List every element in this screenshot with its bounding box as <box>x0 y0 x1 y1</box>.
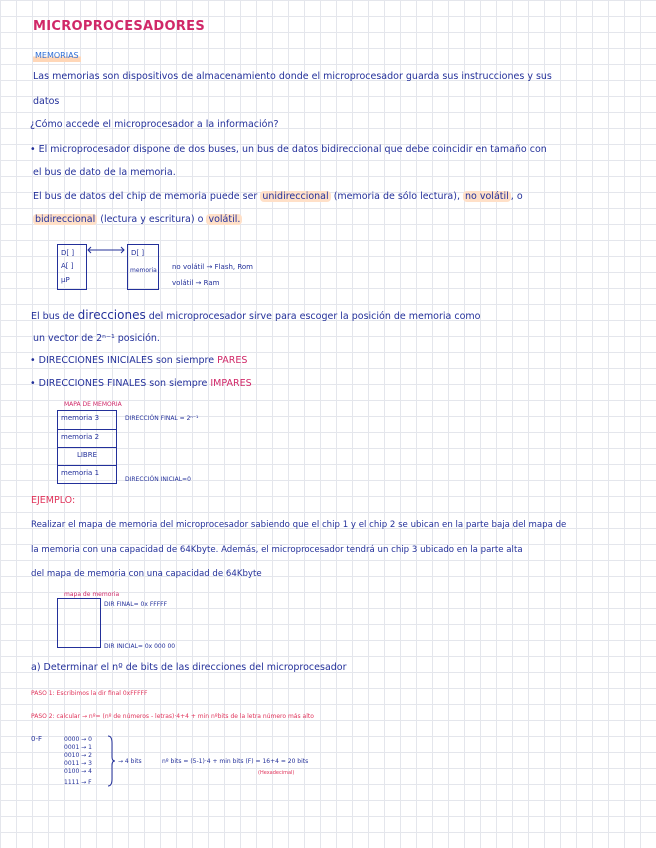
binary-row: 0001 → 1 <box>64 744 92 751</box>
part-a-step-2-note: número más alto <box>262 713 314 720</box>
example-map-title: mapa de memoria <box>64 591 120 598</box>
bits-formula-note: (Hexadecimal) <box>258 770 295 776</box>
bullet-initial-text: • DIRECCIONES INICIALES son siempre <box>30 355 215 366</box>
part-a-question: a) Determinar el nº de bits de las direcciones del microprocesador <box>31 662 347 673</box>
section-subtitle: MEMORIAS <box>35 51 79 60</box>
bits-formula: nº bits = (5-1)·4 + min bits (F) = 16+4 = 20 bits <box>162 758 309 765</box>
page-title: MICROPROCESADORES <box>33 19 206 34</box>
chip-bus-text-e: , o <box>510 191 523 202</box>
microprocessor-box <box>57 244 87 290</box>
chip-bus-non-volatile: no volátil <box>465 191 509 202</box>
binary-row: 0100 → 4 <box>64 768 92 775</box>
chip-bus-text-b2: (lectura y escritura) o <box>100 214 204 225</box>
chip-bus-text-c: (memoria de sólo lectura), <box>333 191 460 202</box>
memory-map-row: memoria 3 <box>61 414 100 422</box>
memory-map-row: memoria 2 <box>58 429 116 447</box>
part-a-step-2-text: PASO 2: calcular → nº= (nº de números - letras)·4+4 + min nºbits de la letra <box>31 713 261 720</box>
memory-map-table <box>57 410 117 484</box>
chip-bus-line-1 <box>33 191 523 203</box>
volatile-note: volátil → Ram <box>172 279 220 287</box>
part-a-step-1: PASO 1: Escribimos la dir final 0xFFFFF <box>31 690 148 697</box>
non-volatile-note: no volátil → Flash, Rom <box>172 263 253 271</box>
memory-chip-box <box>127 244 159 290</box>
memory-map-final-address: DIRECCIÓN FINAL = 2ⁿ⁻¹ <box>125 415 199 422</box>
bullet-final-word: IMPARES <box>210 378 252 389</box>
memory-map-row: memoria 1 <box>58 465 116 483</box>
mp-address-pin: A[ ] <box>61 262 74 270</box>
chip-bus-line-2 <box>33 214 242 226</box>
bidirectional-arrow-icon <box>86 246 126 254</box>
memory-label: memoria <box>130 267 157 274</box>
bullet-1-line-1: • El microprocesador dispone de dos buses, un bus de datos bidireccional que debe coincidir en tamaño con <box>30 144 547 155</box>
example-line-2: la memoria con una capacidad de 64Kbyte. Además, el microprocesador tendrá un chip 3 ubicado en la parte alta <box>31 545 523 555</box>
binary-row: 1111 → F <box>64 779 92 786</box>
binary-row: 0011 → 3 <box>64 760 92 767</box>
address-bus-line-2: un vector de 2ⁿ⁻¹ posición. <box>33 333 160 344</box>
bullet-1-line-2: el bus de dato de la memoria. <box>33 167 176 178</box>
address-bus-text-a: El bus de <box>31 311 75 322</box>
example-heading: EJEMPLO: <box>31 495 76 506</box>
question-line: ¿Cómo accede el microprocesador a la información? <box>30 119 279 130</box>
example-map-initial: DIR INICIAL= 0x 000 00 <box>104 643 176 650</box>
mp-data-pin: D[ ] <box>61 249 75 257</box>
mp-label: μP <box>61 276 70 284</box>
bullet-initial-addresses <box>30 355 247 367</box>
bullet-final-addresses <box>30 378 252 390</box>
hex-range-label: 0-F <box>31 735 43 743</box>
memory-data-pin: D[ ] <box>131 249 145 257</box>
address-bus-line-1 <box>31 309 480 323</box>
chip-bus-bidirectional: bidireccional <box>35 214 96 225</box>
memory-map-row: LIBRE <box>58 447 116 465</box>
memory-map-title: MAPA DE MEMORIA <box>64 401 122 408</box>
example-map-box <box>57 598 101 648</box>
bullet-initial-word: PARES <box>217 355 248 366</box>
intro-line-1: Las memorias son dispositivos de almacenamiento donde el microprocesador guarda sus instrucciones y sus <box>33 71 552 82</box>
example-map-final: DIR FINAL= 0x FFFFF <box>104 601 168 608</box>
chip-bus-unidirectional: unidireccional <box>262 191 329 202</box>
binary-row: 0010 → 2 <box>64 752 92 759</box>
brace-note: → 4 bits <box>118 758 142 765</box>
chip-bus-text-a: El bus de datos del chip de memoria puede ser <box>33 191 258 202</box>
example-line-1: Realizar el mapa de memoria del microprocesador sabiendo que el chip 1 y el chip 2 se ubican en la parte baja del mapa de <box>31 520 567 530</box>
part-a-step-2 <box>31 711 314 723</box>
bullet-final-text: • DIRECCIONES FINALES son siempre <box>30 378 208 389</box>
memory-map-initial-address: DIRECCIÓN INICIAL=0 <box>125 476 191 483</box>
address-bus-text-c: del microprocesador sirve para escoger la posición de memoria como <box>148 311 481 322</box>
intro-line-2: datos <box>33 96 60 107</box>
example-line-3: del mapa de memoria con una capacidad de 64Kbyte <box>31 569 262 579</box>
address-bus-word: direcciones <box>77 308 146 322</box>
chip-bus-volatile: volátil. <box>208 214 241 225</box>
binary-row: 0000 → 0 <box>64 736 92 743</box>
brace-icon <box>106 735 116 787</box>
